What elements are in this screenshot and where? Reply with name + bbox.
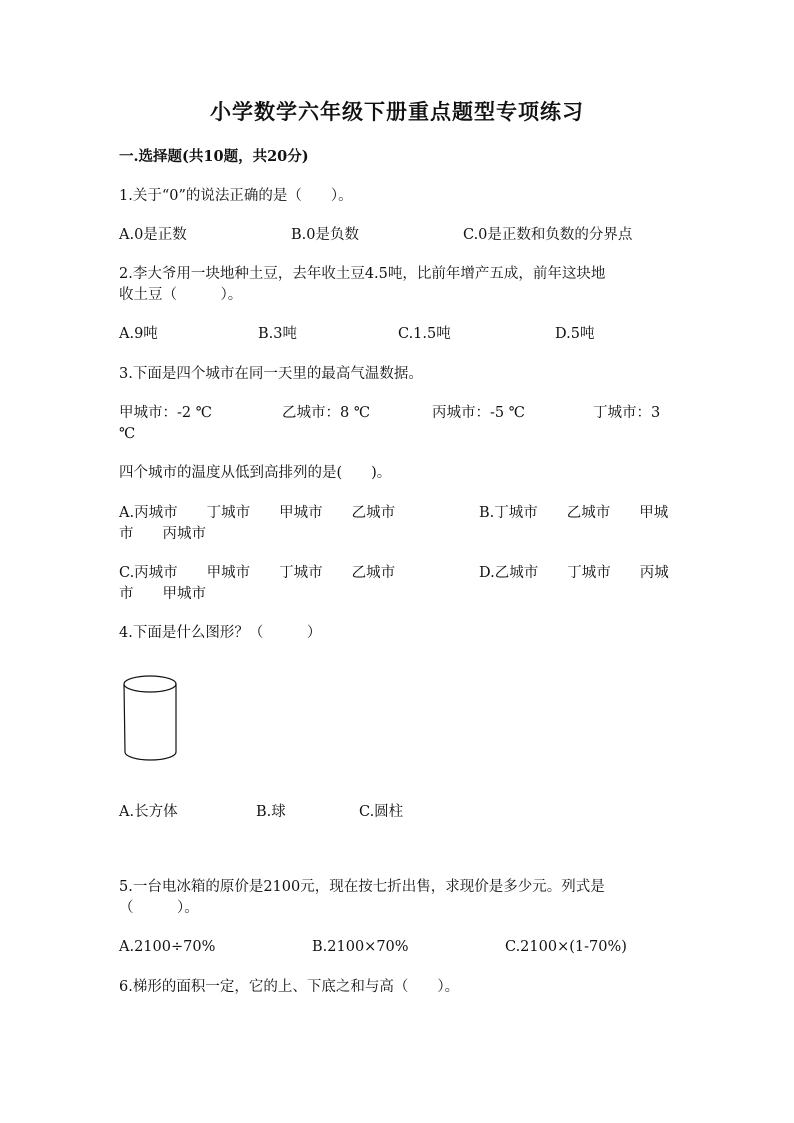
question-1-stem: 1.关于“0”的说法正确的是（ ）。 [119,188,353,204]
question-1-option-a: A.0是正数 [119,227,187,243]
city-temp-jia: 甲城市：-2 ℃ [119,405,212,421]
question-4-option-b: B.球 [256,804,286,820]
city-temp-ding-unit: ℃ [119,426,136,442]
question-5-option-c: C.2100×(1-70%) [505,939,627,955]
page-title: 小学数学六年级下册重点题型专项练习 [210,99,584,124]
question-5-stem-line2: （ ）。 [119,900,199,916]
question-4-stem: 4.下面是什么图形？（ ） [119,625,322,641]
question-3-stem: 3.下面是四个城市在同一天里的最高气温数据。 [119,366,423,382]
question-4-option-a: A.长方体 [119,804,178,820]
question-6-stem: 6.梯形的面积一定，它的上、下底之和与高（ ）。 [119,979,460,995]
question-2-option-d: D.5吨 [555,326,595,342]
question-3-option-a: A.丙城市 丁城市 甲城市 乙城市 [119,505,396,521]
question-4-option-c: C.圆柱 [359,804,404,820]
cylinder-figure [120,672,184,764]
question-2-stem-line2: 收土豆（ ）。 [119,287,243,303]
city-temp-bing: 丙城市：-5 ℃ [432,405,525,421]
question-1-option-c: C.0是正数和负数的分界点 [463,227,633,243]
question-1-option-b: B.0是负数 [291,227,359,243]
question-5-stem-line1: 5.一台电冰箱的原价是2100元，现在按七折出售，求现价是多少元。列式是 [119,879,605,895]
question-2-option-c: C.1.5吨 [398,326,451,342]
question-5-option-a: A.2100÷70% [119,939,216,955]
question-3-option-b-line2: 市 丙城市 [119,526,206,542]
city-temp-yi: 乙城市：8 ℃ [282,405,371,421]
question-3-option-d-line2: 市 甲城市 [119,586,206,602]
question-3-option-b-line1: B.丁城市 乙城市 甲城 [479,505,669,521]
question-2-option-b: B.3吨 [258,326,297,342]
question-5-option-b: B.2100×70% [312,939,409,955]
question-2-option-a: A.9吨 [119,326,158,342]
question-3-option-d-line1: D.乙城市 丁城市 丙城 [479,565,669,581]
question-2-stem-line1: 2.李大爷用一块地种土豆，去年收土豆4.5吨，比前年增产五成，前年这块地 [119,266,606,282]
city-temp-ding: 丁城市：3 [593,405,661,421]
section-heading: 一.选择题(共10题，共20分) [119,148,309,165]
question-3-option-c: C.丙城市 甲城市 丁城市 乙城市 [119,565,396,581]
question-3-question: 四个城市的温度从低到高排列的是( )。 [119,465,392,481]
